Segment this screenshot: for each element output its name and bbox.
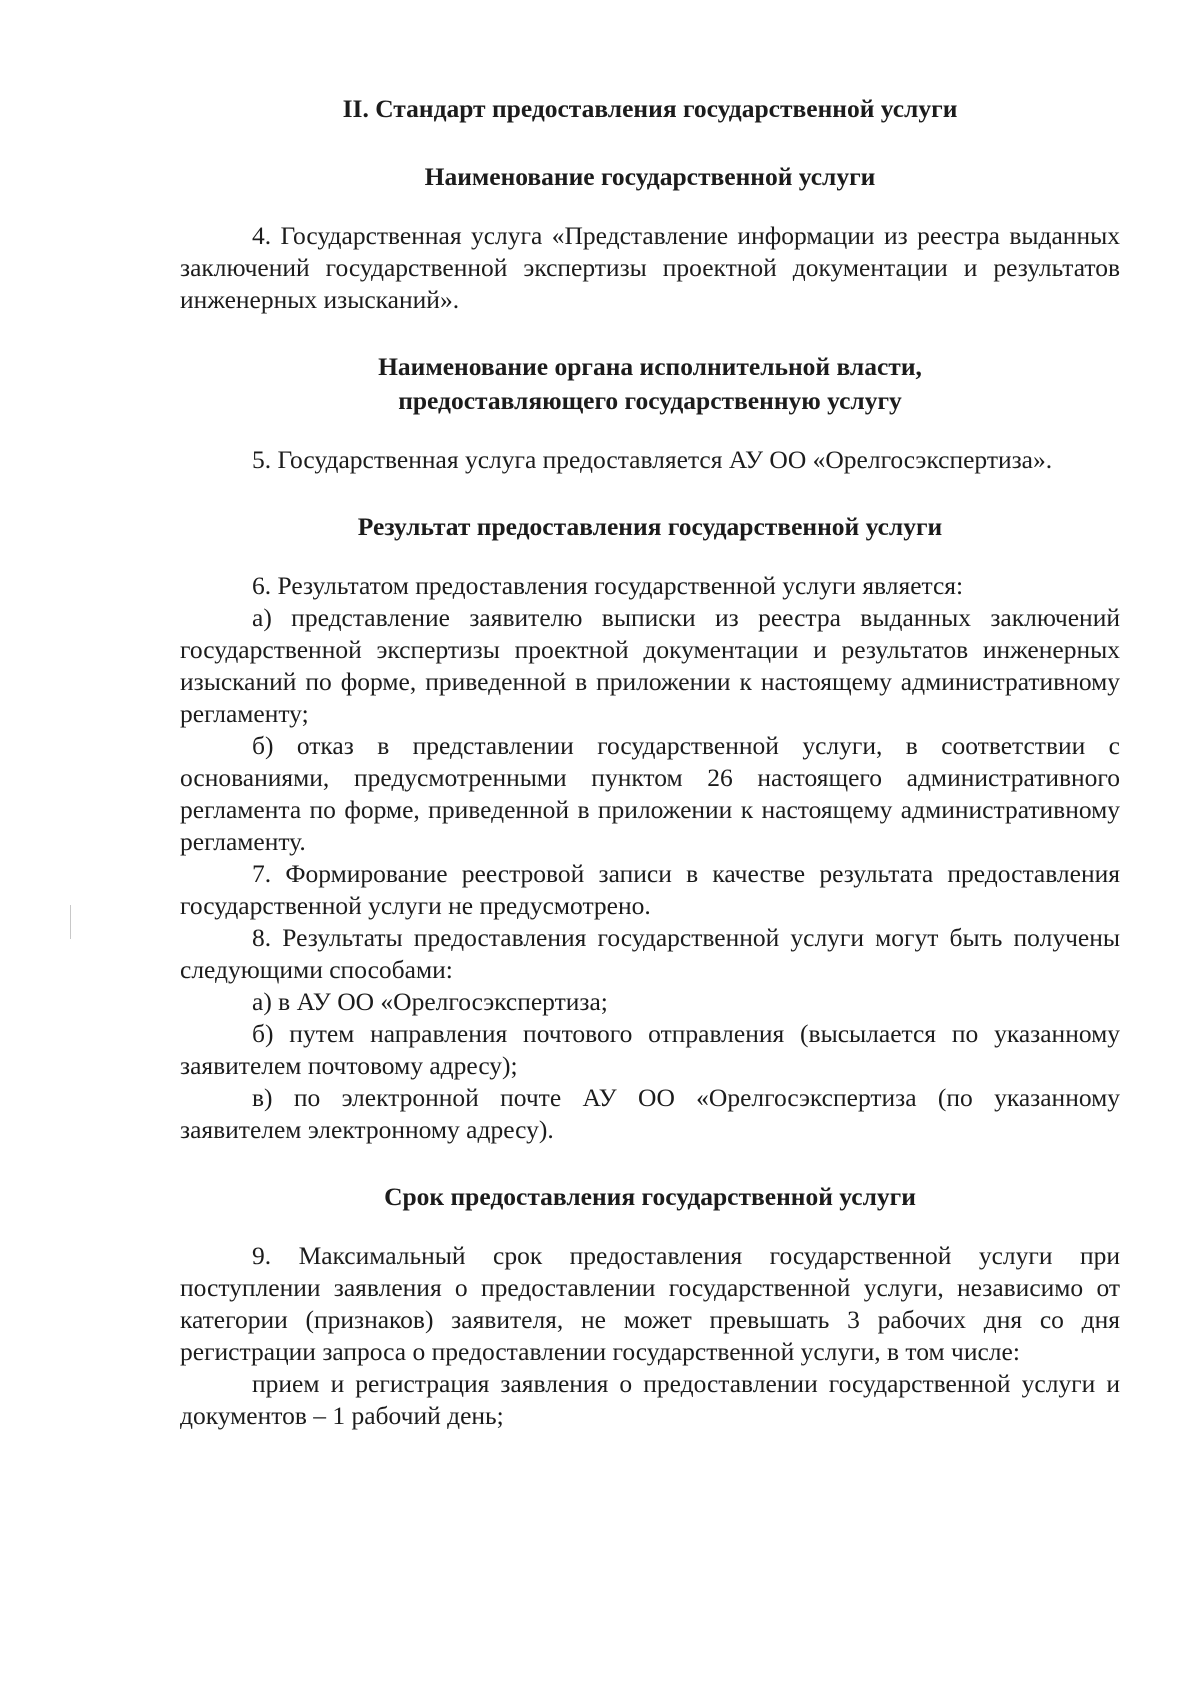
paragraph-8c: в) по электронной почте АУ ОО «Орелгосэкспертиза (по указанному заявителем электронному адресу). (180, 1083, 1120, 1144)
paragraph-5: 5. Государственная услуга предоставляется АУ ОО «Орелгосэкспертиза». (252, 445, 1053, 474)
heading-authority-name (180, 350, 1120, 418)
paragraph-8a: а) в АУ ОО «Орелгосэкспертиза; (252, 987, 608, 1016)
heading-service-result: Результат предоставления государственной услуги (357, 512, 943, 541)
paragraph-4: 4. Государственная услуга «Представление информации из реестра выданных заключений государственной экспертизы проектной документации и результатов инженерных изысканий». (180, 221, 1120, 314)
heading-authority-line-1: Наименование органа исполнительной власти, (378, 352, 922, 381)
scan-edge-mark (70, 905, 71, 939)
paragraph-6a: а) представление заявителю выписки из реестра выданных заключений государственной экспертизы проектной документации и результатов инженерных изысканий по форме, приведенной в приложении к настоящему административному регламенту; (180, 603, 1120, 728)
document-body (180, 92, 1120, 1432)
paragraph-9-reception: прием и регистрация заявления о предоставлении государственной услуги и документов – 1 рабочий день; (180, 1369, 1120, 1430)
heading-authority-line-2: предоставляющего государственную услугу (398, 386, 902, 415)
section-title: II. Стандарт предоставления государственной услуги (342, 94, 958, 123)
paragraph-6: 6. Результатом предоставления государственной услуги является: (252, 571, 964, 600)
paragraph-8: 8. Результаты предоставления государственной услуги могут быть получены следующими способами: (180, 923, 1120, 984)
heading-service-name: Наименование государственной услуги (424, 162, 876, 191)
paragraph-9: 9. Максимальный срок предоставления государственной услуги при поступлении заявления о предоставлении государственной услуги, независимо от категории (признаков) заявителя, не может превышать 3 рабочих дня со дня регистрации запроса о предоставлении государственной услуги, в том числе: (180, 1241, 1120, 1366)
paragraph-6b: б) отказ в представлении государственной услуги, в соответствии с основаниями, предусмотренными пунктом 26 настоящего административного регламента по форме, приведенной в приложении к настоящему административному регламенту. (180, 731, 1120, 856)
paragraph-7: 7. Формирование реестровой записи в качестве результата предоставления государственной услуги не предусмотрено. (180, 859, 1120, 920)
heading-service-term: Срок предоставления государственной услуги (384, 1182, 916, 1211)
paragraph-8b: б) путем направления почтового отправления (высылается по указанному заявителем почтовому адресу); (180, 1019, 1120, 1080)
